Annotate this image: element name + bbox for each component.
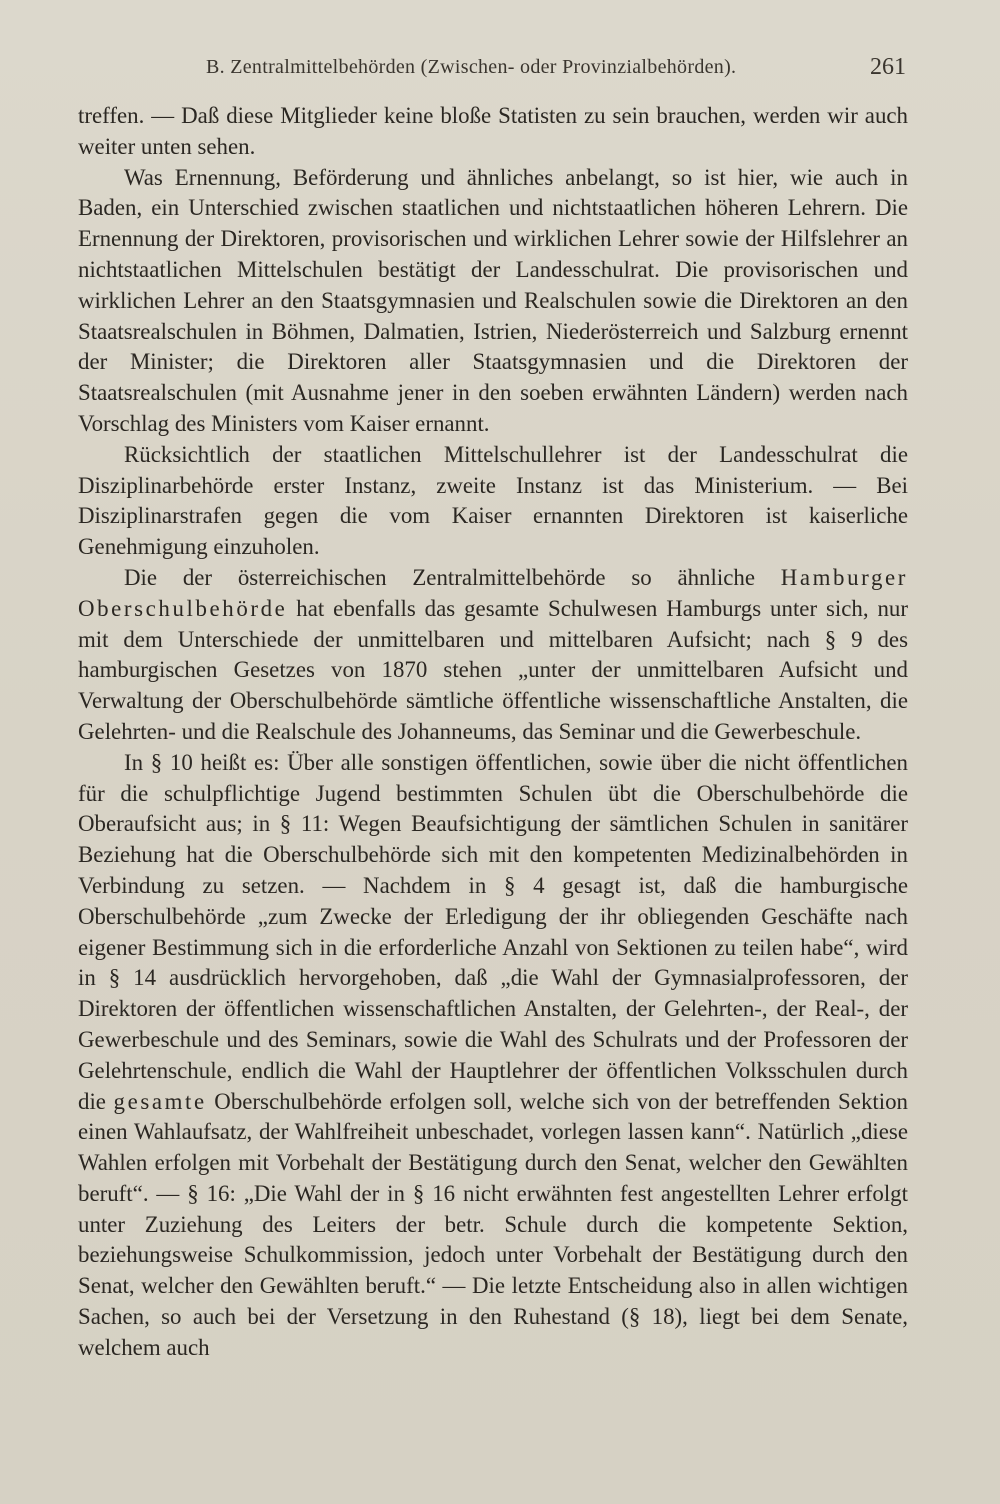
paragraph-5 — [78, 748, 908, 1364]
page-number: 261 — [870, 54, 906, 80]
paragraph-4-text-before: Die der österreichischen Zentralmittelbehörde so ähnliche — [124, 564, 781, 590]
paragraph-2 — [78, 163, 908, 440]
paragraph-4 — [78, 563, 908, 748]
paragraph-3-text: Rücksichtlich der staatlichen Mittelschullehrer ist der Landesschulrat die Disziplinarbehörde erster Instanz, zweite Instanz ist das Ministerium. — Bei Disziplinarstrafen gegen die vom Kaiser ernannten Direktoren ist kaiserliche Genehmigung einzuholen. — [78, 441, 908, 560]
paragraph-5-text-after: Oberschulbehörde erfolgen soll, welche sich von der betreffenden Sektion einen Wahlaufsatz, der Wahlfreiheit unbeschadet, vorlegen lassen kann“. Natürlich „diese Wahlen erfolgen mit Vorbehalt der Bestätigung durch den Senat, welcher den Gewählten beruft“. — § 16: „Die Wahl der in § 16 nicht erwähnten fest angestellten Lehrer erfolgt unter Zuziehung des Leiters der betr. Schule durch die kompetente Sektion, beziehungsweise Schulkommission, jedoch unter Vorbehalt der Bestätigung durch den Senat, welcher den Gewählten beruft.“ — Die letzte Entscheidung also in allen wichtigen Sachen, so auch bei der Versetzung in den Ruhestand (§ 18), liegt bei dem Senate, welchem auch — [78, 1088, 908, 1360]
running-head — [78, 56, 908, 90]
paragraph-2-text: Was Ernennung, Beförderung und ähnliches anbelangt, so ist hier, wie auch in Baden, ein Unterschied zwischen staatlichen und nichtstaatlichen höheren Lehrern. Die Ernennung der Direktoren, provisorischen und wirklichen Lehrer sowie der Hilfslehrer an nichtstaatlichen Mittelschulen bestätigt der Landesschulrat. Die provisorischen und wirklichen Lehrer an den Staatsgymnasien und Realschulen sowie die Direktoren an den Staatsrealschulen in Böhmen, Dalmatien, Istrien, Niederösterreich und Salzburg ernennt der Minister; die Direktoren aller Staatsgymnasien und die Direktoren der Staatsrealschulen (mit Ausnahme jener in den soeben erwähnten Ländern) werden nach Vorschlag des Ministers vom Kaiser ernannt. — [78, 164, 908, 436]
paragraph-4-spaced-emphasis: Hamburger Oberschulbehörde — [78, 564, 908, 621]
running-head-title: B. Zentralmittelbehörden (Zwischen- oder Provinzialbehörden). — [206, 56, 737, 78]
paragraph-1 — [78, 101, 908, 163]
paragraph-5-text-before: In § 10 heißt es: Über alle sonstigen öffentlichen, sowie über die nicht öffentlichen für die schulpflichtige Jugend bestimmten Schulen übt die Oberschulbehörde die Oberaufsicht aus; in § 11: Wegen Beaufsichtigung der sämtlichen Schulen in sanitärer Beziehung hat die Oberschulbehörde sich mit den kompetenten Medizinalbehörden in Verbindung zu setzen. — Nachdem in § 4 gesagt ist, daß die hamburgische Oberschulbehörde „zum Zwecke der Erledigung der ihr obliegenden Geschäfte nach eigener Bestimmung sich in die erforderliche Anzahl von Sektionen zu teilen habe“, wird in § 14 ausdrücklich hervorgehoben, daß „die Wahl der Gymnasialprofessoren, der Direktoren der öffentlichen wissenschaftlichen Anstalten, der Gelehrten-, der Real-, der Gewerbeschule und des Seminars, sowie die Wahl des Schulrats und der Professoren der Gelehrtenschule, endlich die Wahl der Hauptlehrer der öffentlichen Volksschulen durch die — [78, 749, 908, 1114]
paragraph-5-spaced-emphasis: gesamte — [113, 1088, 207, 1114]
paragraph-1-text: treffen. — Daß diese Mitglieder keine bloße Statisten zu sein brauchen, werden wir auch weiter unten sehen. — [78, 103, 908, 159]
body-text — [78, 101, 908, 1364]
paragraph-4-text-after: hat ebenfalls das gesamte Schulwesen Hamburgs unter sich, nur mit dem Unterschiede der unmittelbaren und mittelbaren Aufsicht; nach § 9 des hamburgischen Gesetzes von 1870 stehen „unter der unmittelbaren Aufsicht und Verwaltung der Oberschulbehörde sämtliche öffentliche wissenschaftliche Anstalten, die Gelehrten- und die Realschule des Johanneums, das Seminar und die Gewerbeschule. — [78, 595, 908, 744]
paragraph-3 — [78, 440, 908, 563]
